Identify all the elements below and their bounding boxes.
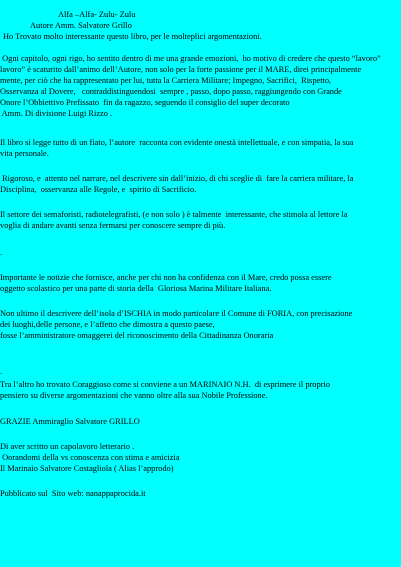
header-line-1: Alfa –Alfa- Zulu- Zulu (58, 10, 136, 19)
paragraph-2-line: vita personale. (0, 149, 49, 158)
paragraph-1-line: Amm. Di divisione Luigi Rizzo . (0, 109, 113, 118)
paragraph-3-line: Rigoroso, e attento nel narrare, nel descrivere sin dall’inizio, di chi sceglie di fare la carriera militare, la (0, 174, 354, 183)
paragraph-4-line: voglia di andare avanti senza fermarsi per conoscere sempre di più. (0, 221, 226, 230)
paragraph-2-line: Il libro si legge tutto di un fiato, l’autore racconta con evidente onestà intellettuale, e con simpatia, la sua (0, 138, 354, 147)
intro-line: Ho Trovato molto interessante questo libro, per le molteplici argomentazioni. (3, 32, 262, 41)
paragraph-1-line: Onore l’Obbiettivo Prefissato fin da ragazzo, seguendo il consiglio del super decorato (0, 98, 290, 107)
paragraph-1-line: lavoro” è scaturito dall’animo dell’Autore, non solo per la forte passione per il MARE, direi principalmente (0, 65, 362, 74)
thanks-line: GRAZIE Ammiraglio Salvatore GRILLO (0, 417, 140, 426)
closing-line: Il Marinaio Salvatore Costagliola ( Alias l’approdo) (0, 464, 174, 473)
paragraph-7-line: pensiero su diverse argomentazioni che vanno oltre alla sua Nobile Professione. (0, 391, 268, 400)
paragraph-6-line: Non ultimo il descrivere dell’isola d’ISCHIA in modo particolare il Comune di FORIA, con precisazione (0, 309, 353, 318)
paragraph-4-line: Il settore dei semaforisti, radiotelegrafisti, (e non solo ) è talmente interessante, che stimola al lettore la (0, 210, 348, 219)
header-line-2: Autore Amm. Salvatore Grillo (30, 21, 132, 30)
paragraph-5-line: Importante le notizie che fornisce, anche per chi non ha confidenza con il Mare, credo possa essere (0, 273, 332, 282)
paragraph-6-line: dei luoghi,delle persone, e l’affetto che dimostra a questo paese, (0, 320, 215, 329)
separator-dot: . (0, 248, 3, 257)
published-line: Pubblicato sul Sito web: nanappaprocida.it (0, 489, 146, 498)
separator-dot: . (0, 367, 3, 376)
paragraph-7-line: Tra l’altro ho trovato Coraggioso come si conviene a un MARINAIO N.H. di esprimere il proprio (0, 380, 330, 389)
closing-line: Di aver scritto un capolavoro letterario . (0, 442, 135, 451)
paragraph-6-line: fosse l’amministratore omaggerei del riconoscimento della Cittadinanza Onoraria (0, 331, 274, 340)
paragraph-5-line: oggetto scolastico per una parte di storia della Gloriosa Marina Militare Italiana. (0, 284, 272, 293)
paragraph-3-line: Disciplina, osservanza alle Regole, e spirito di Sacrificio. (0, 185, 197, 194)
closing-line: Oorandomi della vs conoscenza con stima e amicizia (0, 453, 180, 462)
paragraph-1-line: mente, per ciò che ha rappresentato per lui, tutta la Carriera Militare; Impegno, Sacrifici, Rispetto, (0, 76, 332, 85)
paragraph-1-line: Ogni capitolo, ogni rigo, ho sentito dentro di me una grande emozioni, ho motivo di credere che questo “lavoro” (0, 54, 381, 63)
paragraph-1-line: Osservanza al Dovere, contraddistinguendosi sempre , passo, dopo passo, raggiungendo con Grande (0, 87, 342, 96)
